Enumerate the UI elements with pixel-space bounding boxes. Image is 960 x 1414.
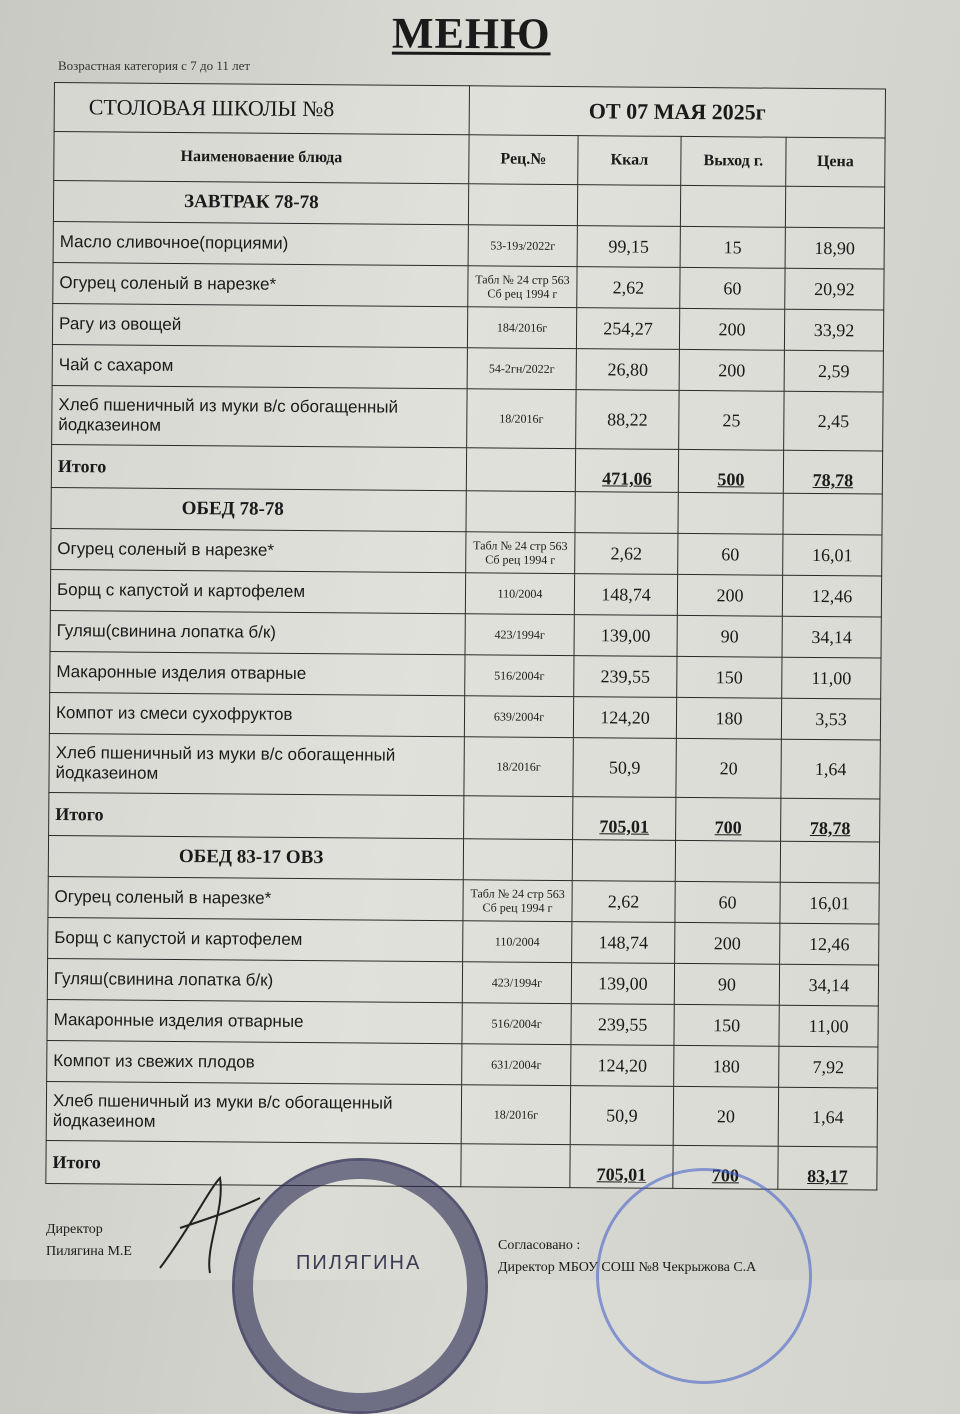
recipe-number: 423/1994г (465, 614, 574, 656)
col-header-rec: Рец.№ (469, 135, 578, 185)
table-row (50, 569, 881, 617)
total-output (676, 797, 781, 841)
empty-cell (680, 185, 785, 227)
kcal-value: 50,9 (573, 738, 676, 798)
price-value: 12,46 (782, 575, 881, 617)
menu-date: ОТ 07 МАЯ 2025г (469, 86, 885, 138)
recipe-number: 184/2016г (467, 307, 576, 349)
col-header-kcal: Ккал (578, 136, 681, 186)
price-value: 11,00 (782, 657, 881, 699)
price-value: 2,45 (784, 391, 883, 451)
kcal-value: 124,20 (573, 697, 676, 739)
kcal-value: 2,62 (575, 533, 678, 575)
age-category: Возрастная категория с 7 до 11 лет (58, 58, 251, 73)
dish-name: Рагу из овощей (52, 303, 467, 347)
dish-name: Хлеб пшеничный из муки в/с обогащенный йодказеином (52, 385, 467, 447)
output-value: 200 (677, 574, 782, 616)
price-value: 34,14 (779, 964, 878, 1006)
kcal-value: 99,15 (577, 226, 680, 268)
table-header-row (54, 83, 885, 139)
total-price-value: 83,17 (807, 1165, 848, 1187)
empty-cell (572, 840, 675, 882)
empty-cell (463, 839, 572, 881)
output-value: 200 (679, 308, 784, 350)
total-output (678, 449, 783, 493)
recipe-number: 53-19з/2022г (468, 225, 577, 267)
dish-name: Компот из свежих плодов (47, 1040, 462, 1084)
school-stamp (596, 1168, 812, 1384)
output-value: 180 (674, 1045, 779, 1087)
price-value: 18,90 (785, 227, 884, 269)
page-title: МЕНЮ (391, 8, 551, 59)
table-row (51, 528, 882, 576)
dish-name: Макаронные изделия отварные (47, 999, 462, 1043)
output-value: 15 (680, 226, 785, 268)
kcal-value: 2,62 (577, 267, 680, 309)
recipe-number: Табл № 24 стр 563 Сб рец 1994 г (463, 880, 572, 922)
total-price-value: 78,78 (809, 817, 851, 839)
price-value: 11,00 (779, 1005, 878, 1047)
total-kcal (573, 797, 676, 841)
table-row (52, 385, 883, 451)
output-value: 200 (675, 922, 780, 964)
recipe-number: 18/2016г (461, 1085, 570, 1145)
total-kcal-value: 471,06 (602, 468, 652, 489)
price-value: 33,92 (784, 309, 883, 351)
empty-cell (678, 492, 783, 534)
total-row (51, 444, 882, 494)
table-row (47, 999, 878, 1047)
price-value: 7,92 (779, 1046, 878, 1088)
total-output-value: 700 (711, 1165, 740, 1186)
col-header-price: Цена (786, 137, 885, 187)
table-row (47, 1040, 878, 1088)
agreed-label: Согласовано : (498, 1238, 581, 1253)
section-name: ОБЕД 83-17 ОВЗ (48, 835, 463, 879)
dish-name: Хлеб пшеничный из муки в/с обогащенный йодказеином (46, 1081, 461, 1143)
output-value: 60 (678, 533, 783, 575)
kcal-value: 139,00 (571, 963, 674, 1005)
dish-name: Хлеб пшеничный из муки в/с обогащенный йодказеином (49, 733, 464, 795)
director-name: Пилягина М.Е (46, 1244, 132, 1259)
recipe-number: Табл № 24 стр 563 Сб рец 1994 г (466, 532, 575, 574)
output-value: 25 (679, 390, 784, 450)
kcal-value: 139,00 (574, 615, 677, 657)
kcal-value: 26,80 (576, 349, 679, 391)
section-row (53, 181, 884, 229)
total-row (49, 792, 880, 842)
table-row (50, 610, 881, 658)
section-row (51, 487, 882, 535)
table-row (53, 262, 884, 310)
col-header-name: Наименоваение блюда (54, 132, 469, 184)
table-row (49, 733, 880, 799)
output-value: 180 (676, 697, 781, 739)
price-value: 16,01 (780, 882, 879, 924)
col-header-output: Выход г. (681, 136, 786, 186)
empty-cell (468, 184, 577, 226)
total-price (781, 798, 880, 842)
signature-icon (150, 1168, 270, 1278)
empty-cell (780, 841, 879, 883)
recipe-number: 110/2004 (465, 573, 574, 615)
kcal-value: 239,55 (571, 1004, 674, 1046)
dish-name: Гуляш(свинина лопатка б/к) (47, 958, 462, 1002)
price-value: 16,01 (783, 534, 882, 576)
output-value: 90 (674, 963, 779, 1005)
output-value: 200 (679, 349, 784, 391)
price-value: 20,92 (785, 268, 884, 310)
table-row (52, 303, 883, 351)
kcal-value: 88,22 (576, 390, 679, 450)
dish-name: Компот из смеси сухофруктов (49, 692, 464, 736)
agreed-by: Директор МБОУ СОШ №8 Чекрыжова С.А (498, 1260, 757, 1275)
price-value: 1,64 (778, 1087, 877, 1147)
round-stamp (232, 1158, 488, 1414)
output-value: 20 (673, 1086, 778, 1146)
total-output-value: 500 (717, 469, 745, 490)
recipe-number: 516/2004г (462, 1003, 571, 1045)
kcal-value: 124,20 (571, 1045, 674, 1087)
table-row (48, 876, 879, 924)
table-row (46, 1081, 877, 1147)
dish-name: Макаронные изделия отварные (50, 651, 465, 695)
empty-cell (461, 1144, 570, 1188)
dish-name: Чай с сахаром (52, 344, 467, 388)
empty-cell (577, 185, 680, 227)
empty-cell (464, 796, 573, 840)
dish-name: Гуляш(свинина лопатка б/к) (50, 610, 465, 654)
total-kcal-value: 705,01 (596, 1164, 647, 1185)
column-headers (54, 132, 885, 188)
empty-cell (783, 493, 882, 535)
recipe-number: 423/1994г (462, 962, 571, 1004)
empty-cell (466, 448, 575, 492)
section-row (48, 835, 879, 883)
total-output-value: 700 (714, 817, 742, 838)
total-kcal-value: 705,01 (599, 816, 649, 837)
empty-cell (675, 840, 780, 882)
output-value: 60 (675, 881, 780, 923)
director-label: Директор (46, 1222, 103, 1237)
recipe-number: 54-2гн/2022г (467, 348, 576, 390)
empty-cell (575, 492, 678, 534)
stamp-text: ПИЛЯГИНА (296, 1252, 422, 1274)
recipe-number: 639/2004г (464, 696, 573, 738)
section-name: ОБЕД 78-78 (51, 487, 466, 531)
price-value: 34,14 (782, 616, 881, 658)
section-name: ЗАВТРАК 78-78 (53, 181, 468, 225)
table-row (53, 221, 884, 269)
price-value: 12,46 (780, 923, 879, 965)
total-price (778, 1146, 877, 1190)
recipe-number: 516/2004г (465, 655, 574, 697)
recipe-number: Табл № 24 стр 563 Сб рец 1994 г (468, 266, 577, 308)
kcal-value: 239,55 (574, 656, 677, 698)
kcal-value: 148,74 (572, 922, 675, 964)
recipe-number: 631/2004г (462, 1044, 571, 1086)
price-value: 3,53 (781, 698, 880, 740)
output-value: 150 (677, 656, 782, 698)
total-label: Итого (51, 444, 466, 490)
dish-name: Огурец соленый в нарезке* (53, 262, 468, 306)
recipe-number: 18/2016г (467, 389, 576, 449)
price-value: 1,64 (781, 739, 880, 799)
dish-name: Масло сливочное(порциями) (53, 221, 468, 265)
total-label: Итого (49, 792, 464, 838)
total-price (783, 450, 882, 494)
recipe-number: 110/2004 (463, 921, 572, 963)
empty-cell (466, 491, 575, 533)
table-row (47, 958, 878, 1006)
table-row (49, 692, 880, 740)
output-value: 20 (676, 738, 781, 798)
dish-name: Борщ с капустой и картофелем (48, 917, 463, 961)
price-value: 2,59 (784, 350, 883, 392)
table-row (52, 344, 883, 392)
menu-table (45, 82, 886, 1191)
dish-name: Огурец соленый в нарезке* (51, 528, 466, 572)
table-row (48, 917, 879, 965)
kcal-value: 50,9 (570, 1086, 673, 1146)
total-label: Итого (46, 1140, 461, 1186)
kcal-value: 254,27 (576, 308, 679, 350)
output-value: 60 (680, 267, 785, 309)
school-name: СТОЛОВАЯ ШКОЛЫ №8 (54, 83, 469, 135)
kcal-value: 148,74 (574, 574, 677, 616)
recipe-number: 18/2016г (464, 737, 573, 797)
dish-name: Огурец соленый в нарезке* (48, 876, 463, 920)
table-row (50, 651, 881, 699)
total-kcal (575, 449, 678, 493)
kcal-value: 2,62 (572, 881, 675, 923)
output-value: 150 (674, 1004, 779, 1046)
dish-name: Борщ с капустой и картофелем (50, 569, 465, 613)
empty-cell (785, 186, 884, 228)
total-price-value: 78,78 (812, 469, 854, 491)
output-value: 90 (677, 615, 782, 657)
